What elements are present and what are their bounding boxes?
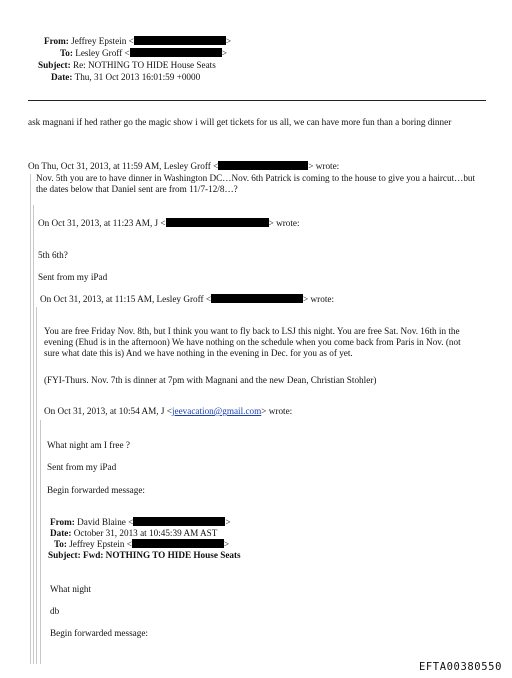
email-link[interactable]: jeevacation@gmail.com bbox=[171, 406, 262, 416]
redaction-bar bbox=[132, 539, 224, 548]
fwd-line2: db bbox=[50, 606, 60, 616]
redaction-bar bbox=[218, 161, 308, 170]
redaction-bar bbox=[130, 48, 222, 57]
document-id: EFTA00380550 bbox=[418, 661, 502, 673]
fwd-line3: Begin forwarded message: bbox=[50, 628, 148, 638]
reply-body: ask magnani if hed rather go the magic show i will get tickets for us all, we can have more fun than a boring dinner bbox=[28, 117, 452, 127]
quote2-line2: Sent from my iPad bbox=[38, 272, 108, 282]
fwd-date: Date: October 31, 2013 at 10:45:39 AM AST bbox=[50, 528, 218, 538]
quote2-line1: 5th 6th? bbox=[38, 250, 68, 260]
header-date: Date: Thu, 31 Oct 2013 16:01:59 +0000 bbox=[51, 72, 201, 82]
redaction-bar bbox=[134, 36, 226, 45]
quote1-attribution: On Thu, Oct 31, 2013, at 11:59 AM, Lesley Groff < > wrote: bbox=[28, 161, 340, 171]
header-subject: Subject: Re: NOTHING TO HIDE House Seats bbox=[38, 60, 216, 70]
header-divider bbox=[28, 100, 486, 101]
fwd-to: To: Jeffrey Epstein < > bbox=[54, 539, 230, 549]
quote-bar-2 bbox=[33, 205, 34, 664]
quote3-attribution: On Oct 31, 2013, at 11:15 AM, Lesley Groff < > wrote: bbox=[40, 294, 334, 304]
header-to: To: Lesley Groff < > bbox=[60, 48, 227, 58]
fwd-line1: What night bbox=[50, 584, 92, 594]
fwd-subject: Subject: Fwd: NOTHING TO HIDE House Seats bbox=[48, 550, 241, 560]
quote4-line1: What night am I free ? bbox=[47, 440, 130, 450]
quote2-attribution: On Oct 31, 2013, at 11:23 AM, J < > wrote: bbox=[38, 218, 300, 228]
quote-bar-3 bbox=[36, 307, 37, 664]
quote4-line3: Begin forwarded message: bbox=[47, 485, 145, 495]
quote-bar-1 bbox=[30, 174, 31, 664]
quote3-para1: You are free Friday Nov. 8th, but I think you want to fly back to LSJ this night. You are free Sat. Nov. 16th in the evening (Ehud is in the afternoon) We have nothing on the schedule when you come back from Paris in Nov. (not sure what date this is) And we have nothing in the evening in Dec. for you as of yet. bbox=[44, 326, 461, 358]
redaction-bar bbox=[166, 218, 269, 227]
quote3-para2: (FYI-Thurs. Nov. 7th is dinner at 7pm with Magnani and the new Dean, Christian Stohler) bbox=[44, 375, 377, 385]
quote4-line2: Sent from my iPad bbox=[47, 462, 117, 472]
quote-bar-4 bbox=[40, 420, 41, 664]
fwd-from: From: David Blaine < > bbox=[50, 517, 231, 527]
redaction-bar bbox=[133, 517, 225, 526]
quote1-body: Nov. 5th you are to have dinner in Washington DC…Nov. 6th Patrick is coming to the house to give you a haircut…but the dates below that Daniel sent are from 11/7-12/8…? bbox=[36, 173, 476, 194]
header-from: From: Jeffrey Epstein < > bbox=[44, 36, 231, 46]
redaction-bar bbox=[211, 294, 303, 303]
quote4-attribution: On Oct 31, 2013, at 10:54 AM, J <jeevacation@gmail.com> wrote: bbox=[44, 406, 293, 416]
